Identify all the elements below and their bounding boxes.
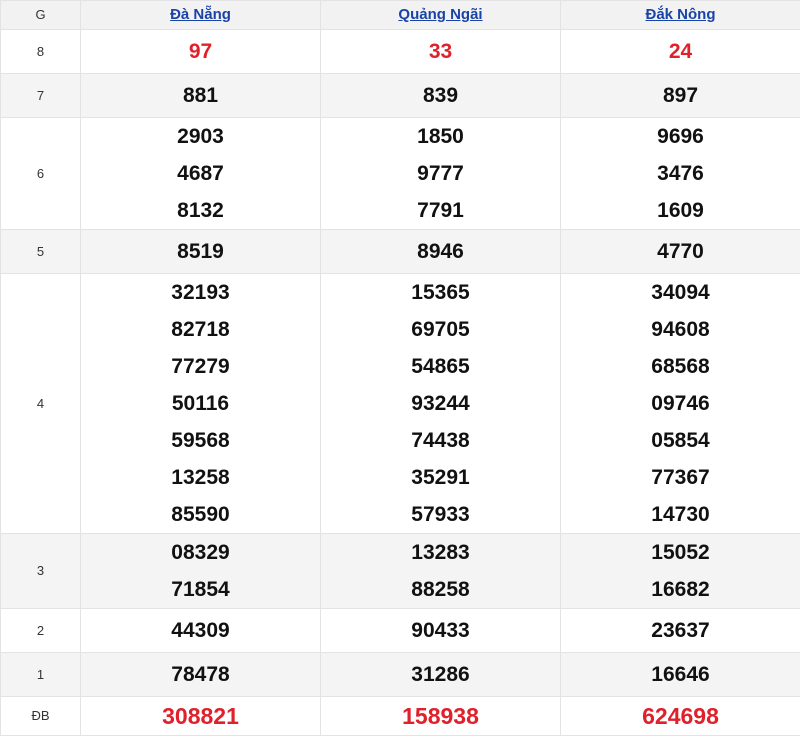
result-cell-quang-ngai [321,697,561,736]
province-header-quang-ngai[interactable] [321,1,561,30]
result-cell-da-nang [81,697,321,736]
prize-row [1,74,800,118]
prize-label-cell [1,697,81,736]
winning-number: 14730 [651,503,710,526]
winning-number: 308821 [162,702,239,729]
winning-number: 97 [188,40,213,63]
prize-label-cell [1,274,81,534]
prize-label: 6 [36,165,45,181]
winning-number: 3476 [657,162,704,185]
prize-label-cell [1,74,81,118]
winning-number: 1609 [657,199,704,222]
result-cell-dak-nong [561,534,800,609]
winning-number: 897 [662,84,699,107]
header-row [1,1,800,30]
result-cell-quang-ngai [321,274,561,534]
winning-number: 88258 [411,578,470,601]
prize-label-cell [1,534,81,609]
result-cell-da-nang [81,30,321,74]
winning-number: 4770 [657,240,704,263]
prize-label: 4 [36,395,45,411]
winning-number: 93244 [411,392,470,415]
province-link-quang-ngai[interactable]: Quảng Ngãi [398,6,483,23]
winning-number: 4687 [177,162,224,185]
prize-label-cell [1,118,81,230]
result-cell-quang-ngai [321,118,561,230]
result-cell-quang-ngai [321,653,561,697]
prize-row [1,230,800,274]
winning-number: 77367 [651,466,710,489]
prize-label-cell [1,653,81,697]
winning-number: 1850 [417,125,464,148]
winning-number: 68568 [651,355,710,378]
winning-number: 54865 [411,355,470,378]
winning-number: 94608 [651,318,710,341]
prize-column-header: G [1,1,81,30]
prize-label: 3 [36,563,45,578]
prize-row [1,653,800,697]
winning-number: 05854 [651,429,710,452]
winning-number: 7791 [417,199,464,222]
winning-number: 31286 [411,663,470,686]
winning-number: 77279 [171,355,230,378]
province-header-dak-nong[interactable] [561,1,800,30]
winning-number: 71854 [171,578,230,601]
prize-row [1,274,800,534]
result-cell-da-nang [81,230,321,274]
result-cell-dak-nong [561,118,800,230]
prize-label-cell [1,609,81,653]
prize-label: 7 [36,87,45,103]
result-cell-dak-nong [561,230,800,274]
result-cell-dak-nong [561,609,800,653]
winning-number: 35291 [411,466,470,489]
winning-number: 32193 [171,281,230,304]
winning-number: 90433 [411,619,470,642]
province-link-dak-nong[interactable]: Đắk Nông [645,6,716,23]
winning-number: 13258 [171,466,230,489]
result-cell-quang-ngai [321,74,561,118]
winning-number: 8132 [177,199,224,222]
result-cell-da-nang [81,534,321,609]
winning-number: 24 [668,40,693,63]
result-cell-quang-ngai [321,30,561,74]
result-cell-da-nang [81,653,321,697]
result-cell-da-nang [81,74,321,118]
winning-number: 839 [422,84,459,107]
winning-number: 2903 [177,125,224,148]
winning-number: 13283 [411,541,470,564]
winning-number: 85590 [171,503,230,526]
winning-number: 16682 [651,578,710,601]
province-link-da-nang[interactable]: Đà Nẵng [170,6,231,23]
winning-number: 624698 [642,702,719,729]
prize-label: 1 [36,666,45,682]
winning-number: 15052 [651,541,710,564]
prize-row [1,697,800,736]
winning-number: 23637 [651,619,710,642]
result-cell-dak-nong [561,74,800,118]
winning-number: 59568 [171,429,230,452]
winning-number: 8519 [177,240,224,263]
result-cell-quang-ngai [321,609,561,653]
winning-number: 57933 [411,503,470,526]
winning-number: 158938 [402,702,479,729]
result-cell-dak-nong [561,274,800,534]
winning-number: 8946 [417,240,464,263]
winning-number: 9777 [417,162,464,185]
winning-number: 09746 [651,392,710,415]
prize-label: 2 [36,622,45,638]
winning-number: 34094 [651,281,710,304]
winning-number: 881 [182,84,219,107]
winning-number: 50116 [171,392,230,415]
prize-label: 5 [36,243,45,259]
prize-label: 8 [36,43,45,59]
result-cell-dak-nong [561,697,800,736]
prize-row [1,30,800,74]
result-cell-dak-nong [561,653,800,697]
prize-row [1,534,800,609]
province-header-da-nang[interactable] [81,1,321,30]
result-cell-quang-ngai [321,230,561,274]
winning-number: 08329 [171,541,230,564]
prize-row [1,609,800,653]
winning-number: 9696 [657,125,704,148]
result-cell-da-nang [81,274,321,534]
result-cell-dak-nong [561,30,800,74]
prize-label-cell [1,230,81,274]
winning-number: 16646 [651,663,710,686]
winning-number: 69705 [411,318,470,341]
winning-number: 33 [428,40,453,63]
result-cell-da-nang [81,118,321,230]
winning-number: 44309 [171,619,230,642]
prize-row [1,118,800,230]
result-cell-da-nang [81,609,321,653]
winning-number: 78478 [171,663,230,686]
prize-label-cell [1,30,81,74]
winning-number: 74438 [411,429,470,452]
prize-label: ĐB [31,708,50,723]
winning-number: 82718 [171,318,230,341]
result-cell-quang-ngai [321,534,561,609]
winning-number: 15365 [411,281,470,304]
